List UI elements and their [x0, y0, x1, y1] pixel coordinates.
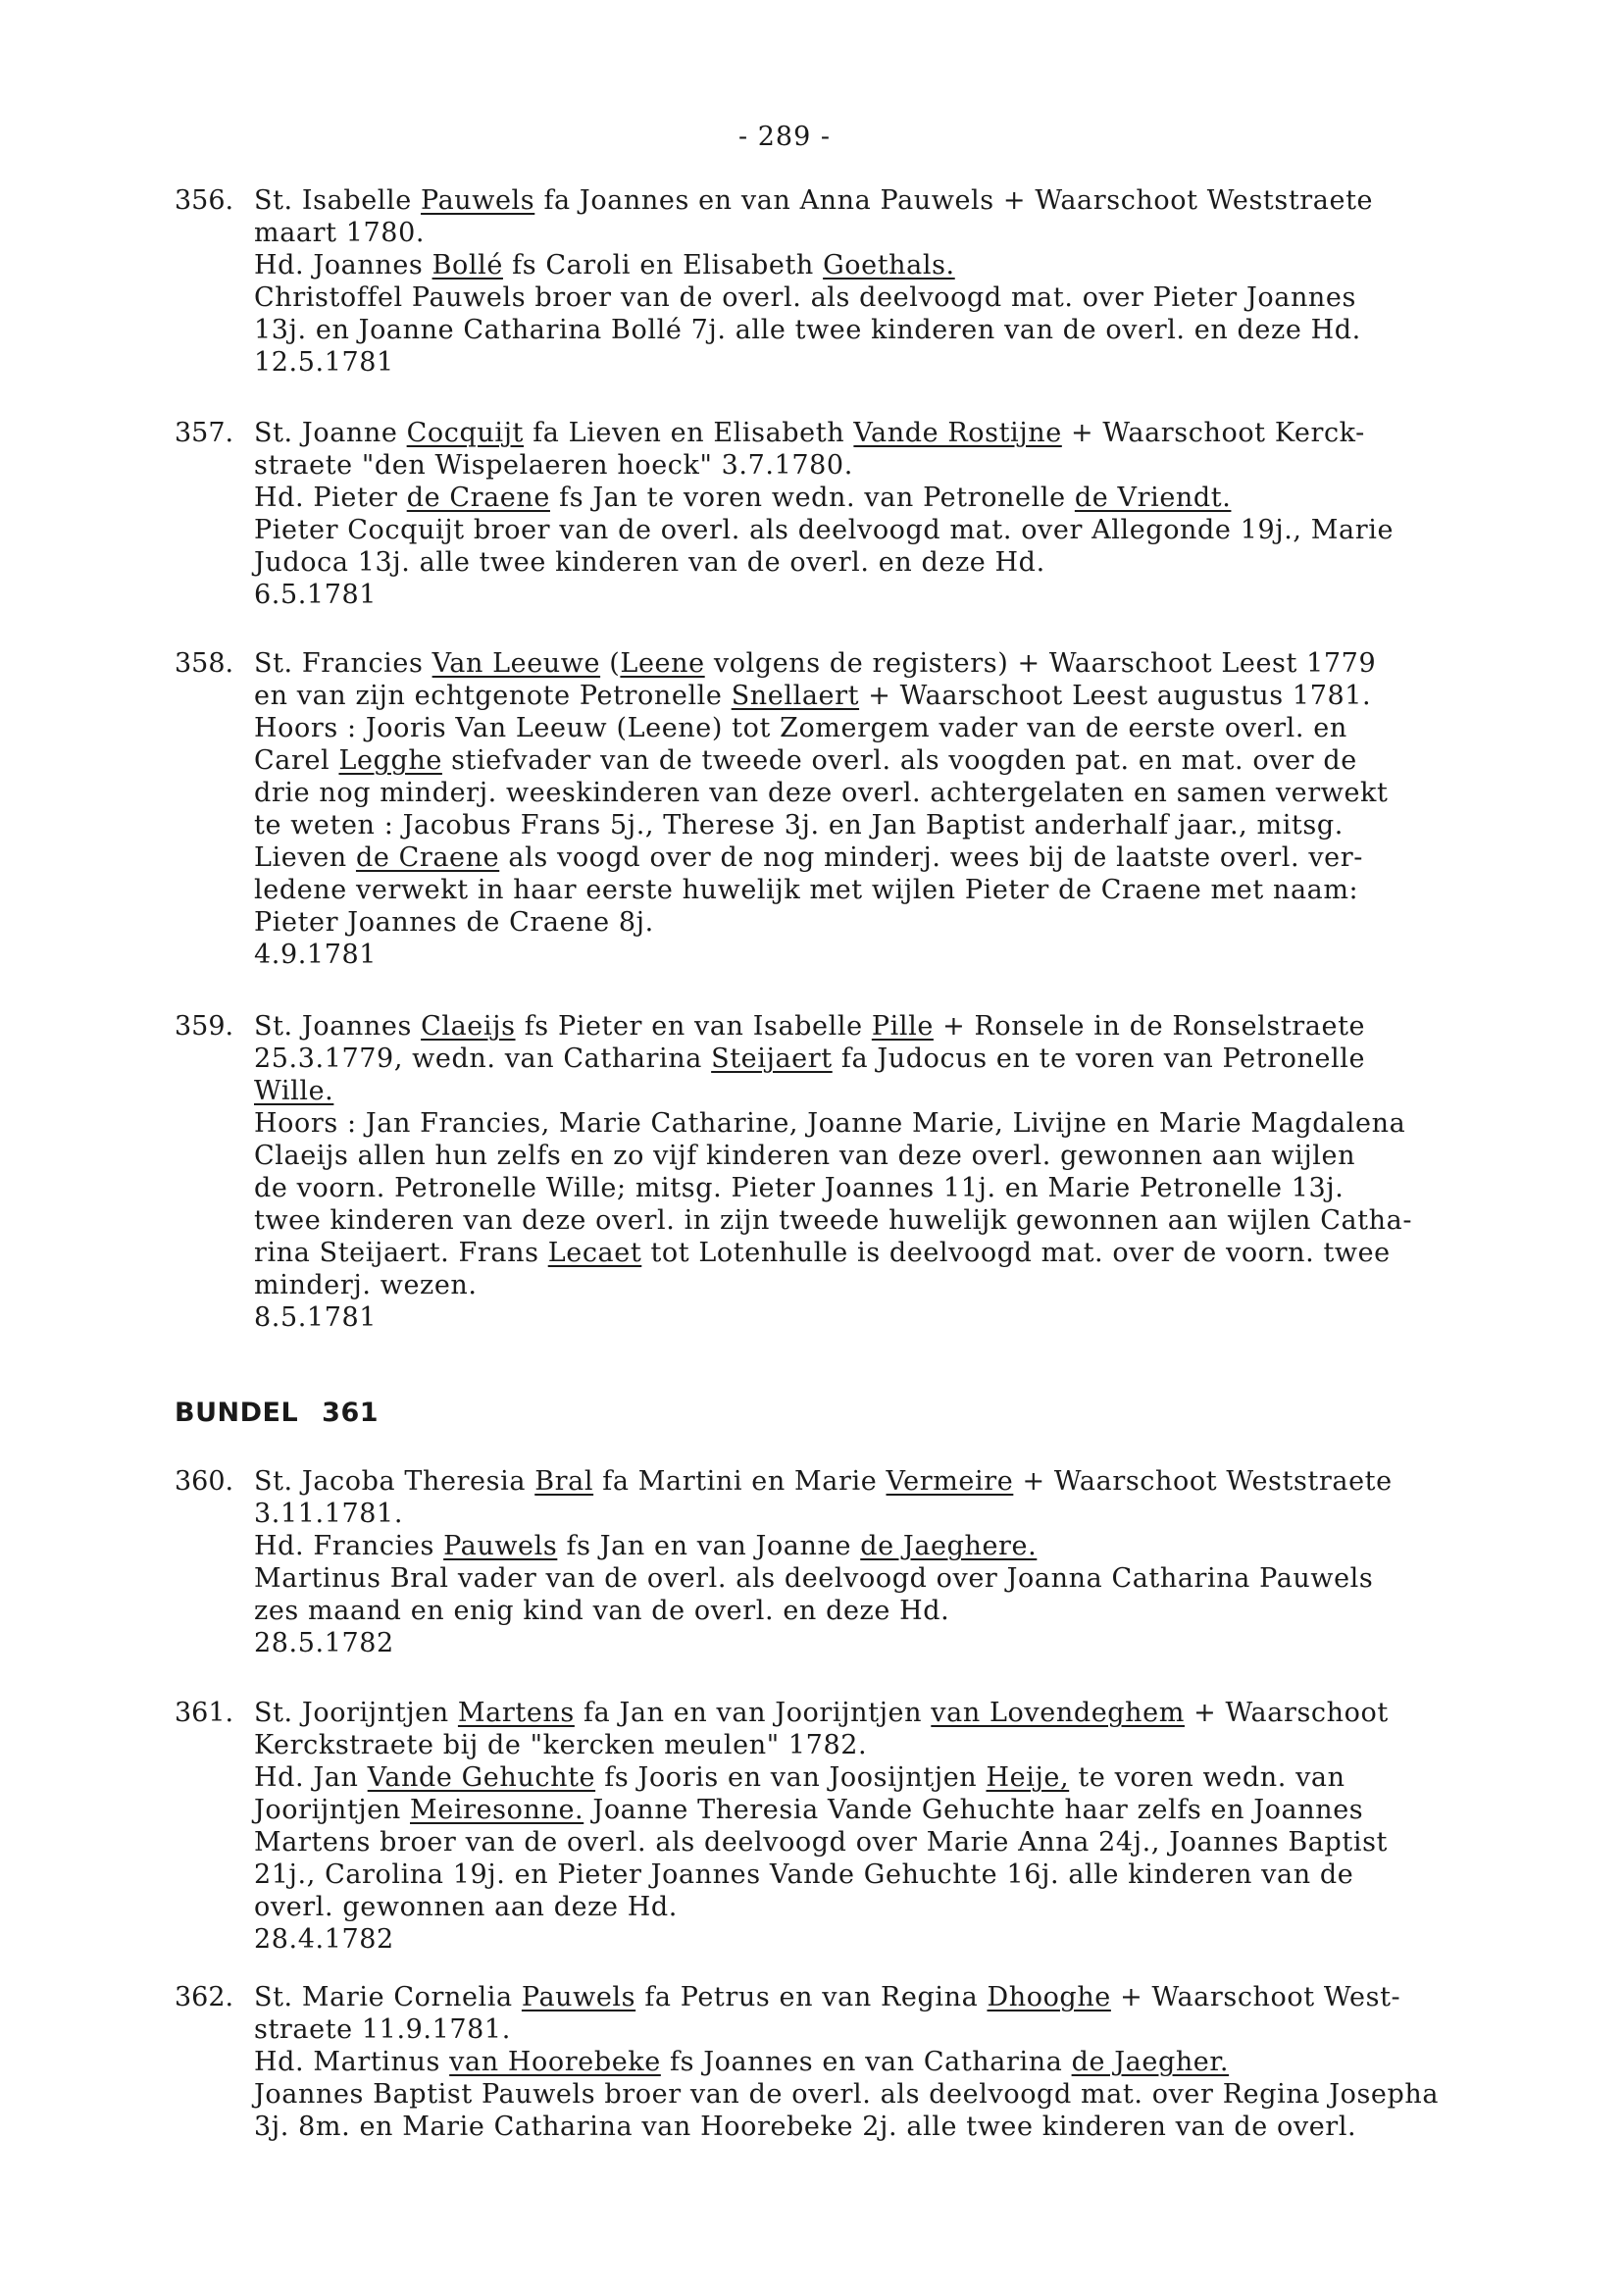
text-segment: Pieter Joannes de Craene 8j.	[254, 907, 654, 938]
text-segment: Joannes Baptist Pauwels broer van de overl. als deelvoogd mat. over Regina Josepha	[254, 2079, 1440, 2110]
text-segment: Hd. Francies	[254, 1531, 444, 1561]
text-segment: Hoors : Jooris Van Leeuw (Leene) tot Zomergem vader van de eerste overl. en	[254, 713, 1347, 743]
text-segment: te voren wedn. van	[1069, 1762, 1345, 1793]
text-segment: Carel	[254, 745, 339, 776]
text-segment: rina Steijaert. Frans	[254, 1238, 548, 1268]
underlined-name: Steijaert	[711, 1044, 833, 1074]
entry-line	[254, 1729, 1529, 1761]
entry-line	[254, 1858, 1529, 1891]
text-segment: St. Jacoba Theresia	[254, 1466, 535, 1497]
text-segment: 4.9.1781	[254, 940, 378, 970]
underlined-name: Martens	[457, 1698, 575, 1728]
entry-line	[254, 1301, 1529, 1334]
underlined-name: Bollé	[431, 250, 503, 280]
entry-line	[254, 939, 1529, 971]
underlined-name: Lecaet	[547, 1238, 642, 1268]
entry-line	[254, 1465, 1529, 1498]
text-segment: Hd. Joannes	[254, 250, 432, 280]
entry-text	[254, 1697, 1529, 1956]
underlined-name: Claeijs	[421, 1011, 516, 1042]
underlined-name: Vermeire	[886, 1466, 1014, 1497]
text-segment: Joanne Theresia Vande Gehuchte haar zelfs en Joannes	[584, 1795, 1364, 1825]
underlined-name: Pauwels	[421, 185, 535, 216]
entry-number: 358.	[175, 648, 234, 679]
entry-number: 357.	[175, 418, 234, 448]
text-segment: 28.4.1782	[254, 1924, 394, 1955]
underlined-name: Pauwels	[521, 1982, 636, 2012]
text-segment: Judoca 13j. alle twee kinderen van de overl. en deze Hd.	[254, 547, 1045, 578]
underlined-name: de Jaegher.	[1071, 2047, 1230, 2077]
entry-text	[254, 1010, 1529, 1334]
text-segment: straete "den Wispelaeren hoeck" 3.7.1780.	[254, 450, 853, 481]
entry-line	[254, 449, 1529, 482]
underlined-name: Heije,	[986, 1762, 1070, 1793]
entry-line	[254, 184, 1529, 217]
text-segment: 13j. en Joanne Catharina Bollé 7j. alle twee kinderen van de overl. en deze Hd.	[254, 315, 1361, 345]
underlined-name: Goethals.	[823, 250, 955, 280]
underlined-name: de Craene	[406, 483, 550, 513]
bundel-label: BUNDEL	[175, 1398, 299, 1428]
text-segment: 25.3.1779, wedn. van Catharina	[254, 1044, 712, 1074]
text-segment: drie nog minderj. weeskinderen van deze overl. achtergelaten en samen verwekt	[254, 778, 1389, 808]
text-segment: volgens de registers) + Waarschoot Leest 1779	[704, 648, 1377, 679]
text-segment: Martens broer van de overl. als deelvoogd over Marie Anna 24j., Joannes Baptist	[254, 1827, 1388, 1858]
entry-line	[254, 1530, 1529, 1562]
text-segment: + Waarschoot Kerck-	[1061, 418, 1365, 448]
text-segment: als voogd over de nog minderj. wees bij de laatste overl. ver-	[499, 842, 1363, 873]
text-segment: Christoffel Pauwels broer van de overl. als deelvoogd mat. over Pieter Joannes	[254, 282, 1356, 313]
underlined-name: Legghe	[338, 745, 442, 776]
entry-line	[254, 680, 1529, 712]
text-segment: fs Jan en van Joanne	[557, 1531, 861, 1561]
entry-line	[254, 1075, 1529, 1107]
text-segment: fs Caroli en Elisabeth	[502, 250, 824, 280]
text-segment: St. Joanne	[254, 418, 407, 448]
entry-line	[254, 579, 1529, 611]
text-segment: straete 11.9.1781.	[254, 2014, 511, 2045]
entry-text	[254, 647, 1529, 971]
text-segment: fs Joannes en van Catharina	[660, 2047, 1072, 2077]
text-segment: fa Judocus en te voren van Petronelle	[832, 1044, 1366, 1074]
text-segment: fa Jan en van Joorijntjen	[574, 1698, 932, 1728]
entry-line	[254, 2111, 1529, 2143]
text-segment: fs Jooris en van Joosijntjen	[595, 1762, 987, 1793]
entry-line	[254, 1107, 1529, 1140]
text-segment: de voorn. Petronelle Wille; mitsg. Pieter Joannes 11j. en Marie Petronelle 13j.	[254, 1173, 1345, 1203]
text-segment: maart 1780.	[254, 218, 426, 248]
underlined-name: Pille	[871, 1011, 934, 1042]
text-segment: fa Petrus en van Regina	[635, 1982, 988, 2012]
entry-line	[254, 777, 1529, 809]
entry-line	[254, 1043, 1529, 1075]
underlined-name: van Lovendeghem	[931, 1698, 1185, 1728]
entry-line	[254, 249, 1529, 281]
text-segment: 28.5.1782	[254, 1628, 394, 1658]
text-segment: 6.5.1781	[254, 580, 378, 610]
page-number: - 289 -	[738, 122, 831, 152]
entry-line	[254, 647, 1529, 680]
text-segment: te weten : Jacobus Frans 5j., Therese 3j. en Jan Baptist anderhalf jaar., mitsg.	[254, 810, 1344, 840]
underlined-name: Cocquijt	[406, 418, 525, 448]
text-segment: + Waarschoot West-	[1110, 1982, 1401, 2012]
underlined-name: de Jaeghere.	[860, 1531, 1038, 1561]
entry-line	[254, 346, 1529, 379]
underlined-name: Pauwels	[443, 1531, 558, 1561]
entry-text	[254, 1465, 1529, 1659]
text-segment: St. Joorijntjen	[254, 1698, 458, 1728]
text-segment: Hd. Jan	[254, 1762, 368, 1793]
entry-line	[254, 1761, 1529, 1794]
entry-line	[254, 1891, 1529, 1923]
underlined-name: Wille.	[254, 1076, 334, 1106]
text-segment: ledene verwekt in haar eerste huwelijk met wijlen Pieter de Craene met naam:	[254, 875, 1359, 905]
text-segment: 3.11.1781.	[254, 1499, 403, 1529]
entry-line	[254, 1140, 1529, 1172]
text-segment: fa Lieven en Elisabeth	[524, 418, 854, 448]
entry-text	[254, 417, 1529, 611]
text-segment: Joorijntjen	[254, 1795, 411, 1825]
entry-line	[254, 1627, 1529, 1659]
entry-line	[254, 712, 1529, 744]
underlined-name: van Hoorebeke	[449, 2047, 661, 2077]
text-segment: St. Marie Cornelia	[254, 1982, 522, 2012]
text-segment: fs Pieter en van Isabelle	[515, 1011, 872, 1042]
underlined-name: Meiresonne.	[410, 1795, 584, 1825]
entry-line	[254, 2013, 1529, 2046]
entry-line	[254, 281, 1529, 314]
text-segment: Hd. Pieter	[254, 483, 407, 513]
entry-line	[254, 1010, 1529, 1043]
entry-line	[254, 1237, 1529, 1269]
text-segment: zes maand en enig kind van de overl. en deze Hd.	[254, 1596, 950, 1626]
underlined-name: Vande Rostijne	[853, 418, 1062, 448]
entry-line	[254, 1562, 1529, 1595]
entry-line	[254, 809, 1529, 841]
text-segment: St. Isabelle	[254, 185, 422, 216]
text-segment: + Ronsele in de Ronselstraete	[933, 1011, 1366, 1042]
text-segment: (	[600, 648, 621, 679]
text-segment: 8.5.1781	[254, 1302, 378, 1333]
entry-text	[254, 1981, 1529, 2143]
text-segment: St. Francies	[254, 648, 432, 679]
entry-line	[254, 874, 1529, 906]
text-segment: + Waarschoot Weststraete	[1013, 1466, 1393, 1497]
entry-line	[254, 2046, 1529, 2078]
entry-line	[254, 1923, 1529, 1956]
text-segment: fa Joannes en van Anna Pauwels + Waarschoot Weststraete	[534, 185, 1374, 216]
bundel-heading	[175, 1398, 402, 1428]
text-segment: tot Lotenhulle is deelvoogd mat. over de voorn. twee	[641, 1238, 1391, 1268]
text-segment: Pieter Cocquijt broer van de overl. als deelvoogd mat. over Allegonde 19j., Marie	[254, 515, 1395, 545]
text-segment: St. Joannes	[254, 1011, 422, 1042]
text-segment: en van zijn echtgenote Petronelle	[254, 681, 732, 711]
entry-line	[254, 1697, 1529, 1729]
entry-line	[254, 1826, 1529, 1858]
text-segment: fs Jan te voren wedn. van Petronelle	[549, 483, 1075, 513]
text-segment: + Waarschoot	[1184, 1698, 1389, 1728]
underlined-name: Van Leeuwe	[431, 648, 601, 679]
text-segment: overl. gewonnen aan deze Hd.	[254, 1892, 678, 1922]
underlined-name: Dhooghe	[987, 1982, 1111, 2012]
underlined-name: Bral	[534, 1466, 594, 1497]
bundel-number: 361	[322, 1398, 380, 1428]
underlined-name: Snellaert	[731, 681, 860, 711]
text-segment: 12.5.1781	[254, 347, 394, 378]
entry-number: 361.	[175, 1698, 234, 1728]
underlined-name: de Craene	[355, 842, 500, 873]
text-segment: 3j. 8m. en Marie Catharina van Hoorebeke 2j. alle twee kinderen van de overl.	[254, 2112, 1357, 2142]
entry-line	[254, 1269, 1529, 1301]
entry-line	[254, 1172, 1529, 1204]
entry-line	[254, 841, 1529, 874]
entry-text	[254, 184, 1529, 379]
entry-line	[254, 1595, 1529, 1627]
text-segment: Kerckstraete bij de "kercken meulen" 1782.	[254, 1730, 868, 1760]
text-segment: Claeijs allen hun zelfs en zo vijf kinderen van deze overl. gewonnen aan wijlen	[254, 1141, 1356, 1171]
entry-number: 362.	[175, 1982, 234, 2012]
entry-line	[254, 2078, 1529, 2111]
entry-line	[254, 1981, 1529, 2013]
text-segment: 21j., Carolina 19j. en Pieter Joannes Vande Gehuchte 16j. alle kinderen van de	[254, 1859, 1354, 1890]
text-segment: + Waarschoot Leest augustus 1781.	[859, 681, 1372, 711]
entry-line	[254, 314, 1529, 346]
entry-line	[254, 546, 1529, 579]
text-segment: stiefvader van de tweede overl. als voogden pat. en mat. over de	[441, 745, 1357, 776]
entry-line	[254, 1498, 1529, 1530]
entry-number: 356.	[175, 185, 234, 216]
entry-line	[254, 482, 1529, 514]
underlined-name: Leene	[620, 648, 705, 679]
text-segment: Hd. Martinus	[254, 2047, 450, 2077]
entry-line	[254, 744, 1529, 777]
underlined-name: de Vriendt.	[1074, 483, 1232, 513]
text-segment: Lieven	[254, 842, 356, 873]
text-segment: fa Martini en Marie	[593, 1466, 887, 1497]
entry-line	[254, 1794, 1529, 1826]
text-segment: minderj. wezen.	[254, 1270, 478, 1300]
entry-line	[254, 217, 1529, 249]
entry-number: 360.	[175, 1466, 234, 1497]
entry-line	[254, 514, 1529, 546]
entry-line	[254, 417, 1529, 449]
entry-line	[254, 906, 1529, 939]
text-segment: Hoors : Jan Francies, Marie Catharine, Joanne Marie, Livijne en Marie Magdalena	[254, 1108, 1406, 1139]
entry-line	[254, 1204, 1529, 1237]
entry-number: 359.	[175, 1011, 234, 1042]
text-segment: twee kinderen van deze overl. in zijn tweede huwelijk gewonnen aan wijlen Catha-	[254, 1205, 1413, 1236]
text-segment: Martinus Bral vader van de overl. als deelvoogd over Joanna Catharina Pauwels	[254, 1563, 1374, 1594]
underlined-name: Vande Gehuchte	[367, 1762, 596, 1793]
